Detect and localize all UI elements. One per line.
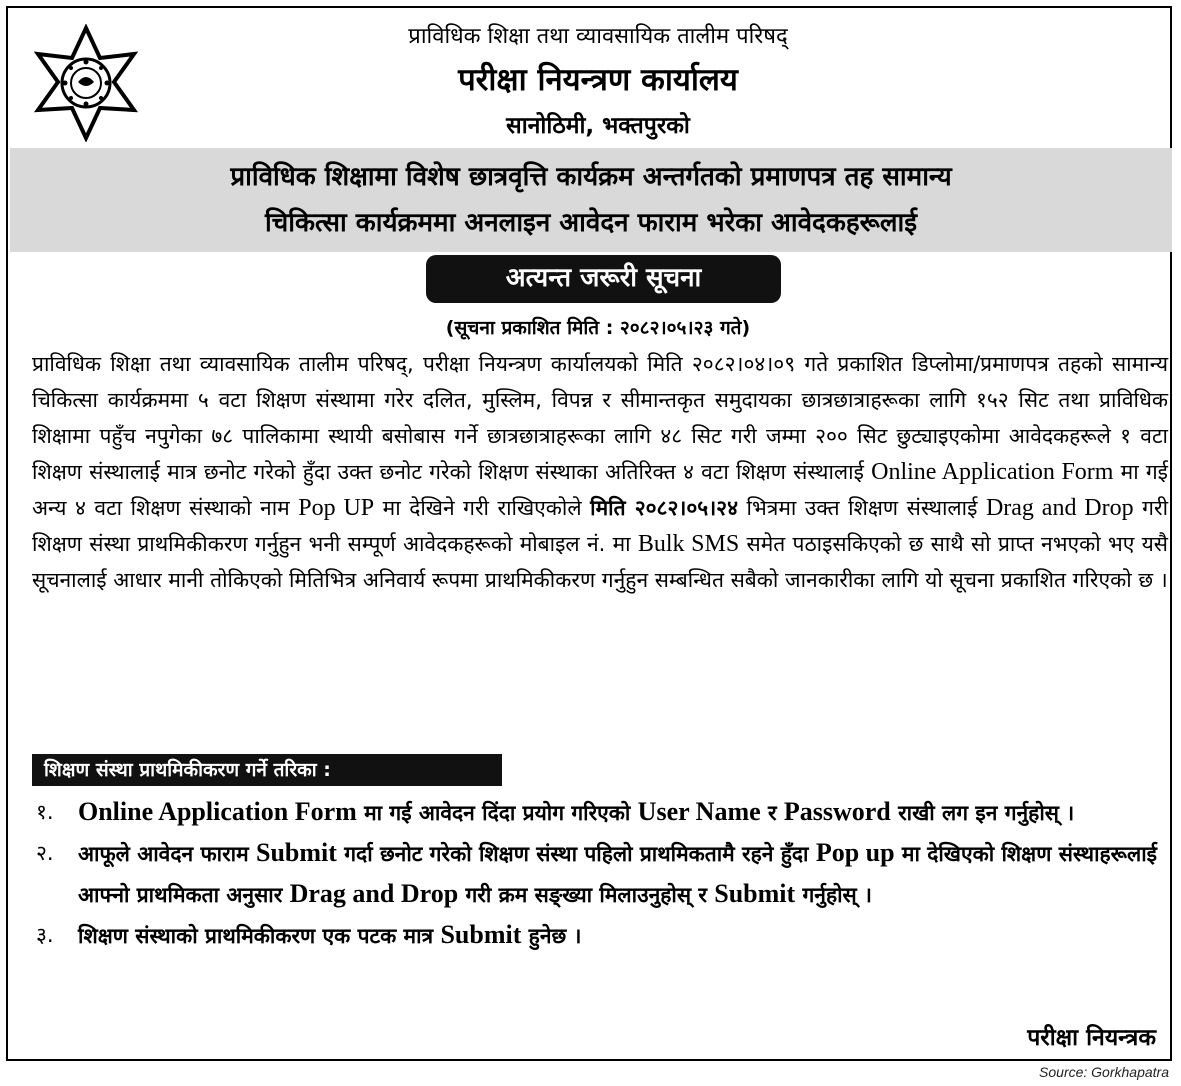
step-number: ३. <box>36 923 54 947</box>
source-credit: Source: Gorkhapatra <box>1039 1064 1169 1080</box>
step-item <box>32 833 1168 915</box>
step-text: गर्दा छनोट गरेको शिक्षण संस्था पहिलो प्राथमिकतामै रहने हुँदा <box>336 842 816 866</box>
step-term: Submit <box>440 920 522 949</box>
body-term: Online Application Form <box>871 459 1114 485</box>
step-text: गर्नुहोस् । <box>795 883 873 907</box>
body-text: मा गई अन्य ४ वटा शिक्षण संस्थाको नाम <box>32 460 1168 520</box>
step-text: मा देखिएको शिक्षण संस्थाहरूलाई आफ्नो प्राथमिकता अनुसार <box>78 842 1157 907</box>
notice-frame <box>6 6 1172 1061</box>
signature: परीक्षा नियन्त्रक <box>1027 1025 1156 1051</box>
method-steps <box>32 792 1168 956</box>
step-text: मा गई आवेदन दिंदा प्रयोग गरिएको <box>356 801 638 825</box>
step-term: Pop up <box>815 838 895 867</box>
subject-line-1: प्राविधिक शिक्षामा विशेष छात्रवृत्ति कार्यक्रम अन्तर्गतको प्रमाणपत्र तह सामान्य <box>230 162 952 192</box>
step-text: र <box>760 801 784 825</box>
step-number: १. <box>36 800 54 824</box>
urgent-notice-badge: अत्यन्त जरूरी सूचना <box>426 255 781 303</box>
step-text: राखी लग इन गर्नुहोस् । <box>890 801 1075 825</box>
body-text: गरी शिक्षण संस्था प्राथमिकीकरण गर्नुहुन भनी सम्पूर्ण आवेदकहरूको मोबाइल नं. मा <box>32 496 1169 556</box>
step-text: गरी क्रम सङ्ख्या मिलाउनुहोस् र <box>458 883 715 907</box>
step-text: हुनेछ । <box>521 924 582 948</box>
step-item <box>32 915 1168 956</box>
step-term: Online Application Form <box>78 797 357 826</box>
body-term: Bulk SMS <box>637 531 740 557</box>
office-location: सानोठिमी, भक्तपुरको <box>506 113 690 139</box>
body-term: Drag and Drop <box>985 495 1134 521</box>
office-name: परीक्षा नियन्त्रण कार्यालय <box>458 62 738 98</box>
deadline-date: मिति २०८२।०५।२४ <box>590 496 738 520</box>
notice-body <box>32 346 1168 598</box>
body-text: मा देखिने गरी राखिएकोले <box>374 496 591 520</box>
step-term: Submit <box>714 879 796 908</box>
subject-line-2: चिकित्सा कार्यक्रममा अनलाइन आवेदन फाराम भरेका आवेदकहरूलाई <box>265 208 917 238</box>
method-heading: शिक्षण संस्था प्राथमिकीकरण गर्ने तरिका : <box>32 754 502 786</box>
body-text: भित्रमा उक्त शिक्षण संस्थालाई <box>738 496 986 520</box>
step-term: Drag and Drop <box>289 879 459 908</box>
step-item <box>32 792 1168 833</box>
step-number: २. <box>36 841 54 865</box>
body-paragraph: प्राविधिक शिक्षा तथा व्यावसायिक तालीम परिषद्, परीक्षा नियन्त्रण कार्यालयको मिति २०८२।०४।०९ गते प्रकाशित डिप्लोमा/प्रमाणपत्र तहको सामान्य चिकित्सा कार्यक्रममा ५ वटा शिक्षण संस्थामा गरेर दलित, मुस्लिम, विपन्न र सीमान्तकृत समुदायका छात्रछात्राहरूका लागि १५२ सिट तथा प्राविधिक शिक्षामा पहुँच नपुगेका ७८ पालिकामा स्थायी बसोबास गर्ने छात्रछात्राहरूका लागि ४८ सिट गरी जम्मा २०० सिट छुट्याइएकोमा आवेदकहरूले १ वटा शिक्षण संस्थालाई मात्र छनोट गरेको हुँदा उक्त छनोट गरेको शिक्षण संस्थाका अतिरिक्त ४ वटा शिक्षण संस्थालाई <box>32 352 1168 484</box>
step-term: Submit <box>255 838 337 867</box>
emblem-icon <box>30 24 142 142</box>
step-term: Password <box>783 797 891 826</box>
step-text: शिक्षण संस्थाको प्राथमिकीकरण एक पटक मात्र <box>78 924 441 948</box>
body-term: Pop UP <box>298 495 375 521</box>
notice-subject <box>10 148 1172 252</box>
body-text: समेत पठाइसकिएको छ साथै सो प्राप्त नभएको भए यसै सूचनालाई आधार मानी तोकिएको मितिभित्र अनिवार्य रूपमा प्राथमिकीकरण गर्नुहुन सम्बन्धित सबैको जानकारीका लागि यो सूचना प्रकाशित गरिएको छ । <box>32 532 1168 592</box>
council-name: प्राविधिक शिक्षा तथा व्यावसायिक तालीम परिषद् <box>408 24 788 49</box>
step-term: User Name <box>637 797 761 826</box>
publish-date: (सूचना प्रकाशित मिति : २०८२।०५।२३ गते) <box>445 317 751 339</box>
step-text: आफूले आवेदन फाराम <box>78 842 256 866</box>
